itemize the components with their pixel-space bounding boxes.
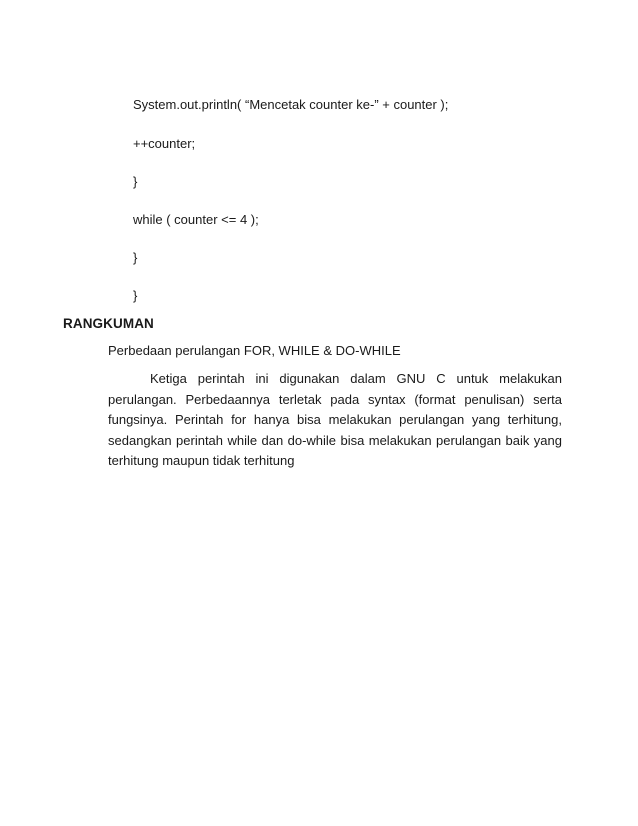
- code-line-close-brace: }: [133, 250, 138, 265]
- code-line-while: while ( counter <= 4 );: [133, 212, 259, 227]
- section-subheading: Perbedaan perulangan FOR, WHILE & DO-WHILE: [108, 343, 401, 358]
- code-line-increment: ++counter;: [133, 136, 196, 151]
- section-heading: RANGKUMAN: [63, 316, 154, 331]
- code-line-close-brace: }: [133, 288, 138, 303]
- code-line-println: System.out.println( “Mencetak counter ke-” + counter );: [133, 97, 449, 112]
- summary-paragraph: Ketiga perintah ini digunakan dalam GNU C untuk melakukan perulangan. Perbedaannya terletak pada syntax (format penulisan) serta fungsinya. Perintah for hanya bisa melakukan perulangan yang terhitung, sedangkan perintah while dan do-while bisa melakukan perulangan baik yang terhitung maupun tidak terhitung: [108, 371, 562, 468]
- code-line-close-brace: }: [133, 174, 138, 189]
